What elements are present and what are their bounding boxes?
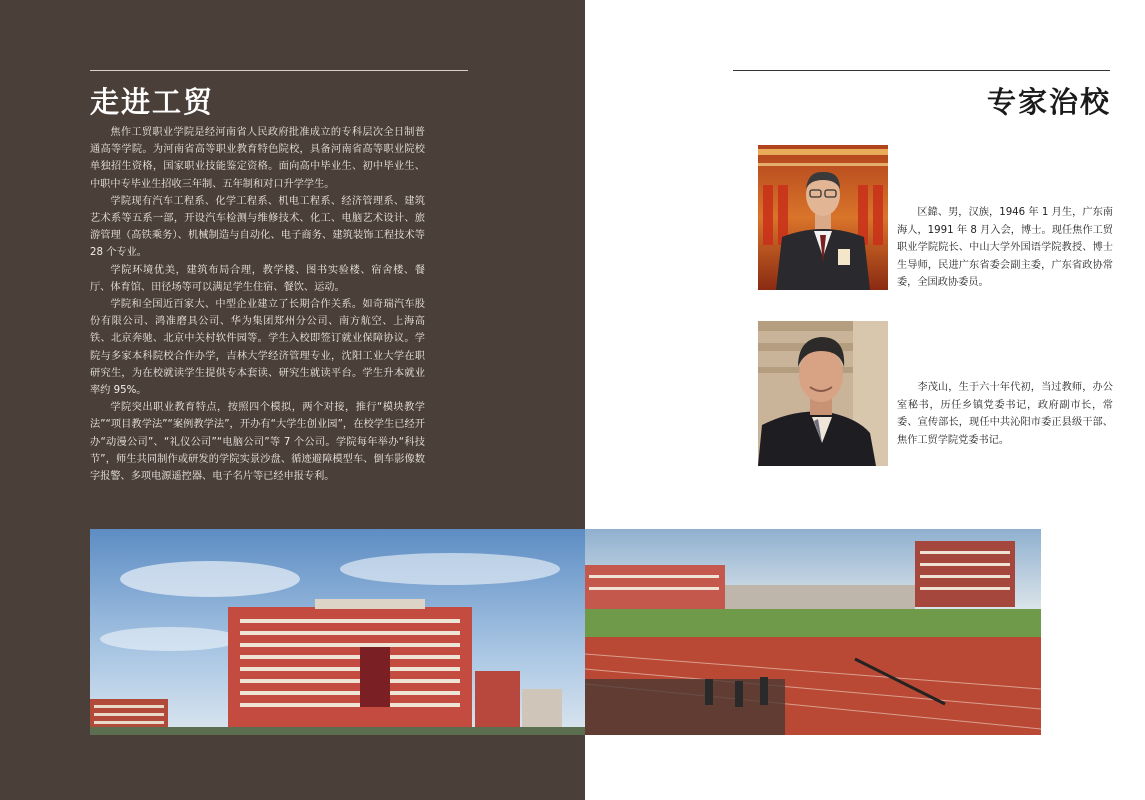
intro-paragraph: 学院突出职业教育特点，按照四个模拟，两个对接，推行“模块教学法”“项目教学法”“案例教学法”，开办有“大学生创业园”，在校学生已经开办“动漫公司”、“礼仪公司”“电脑公司”等 7 个公司。学院每年举办“科技节”，师生共同制作或研发的学院实景沙盘、循迹避障模型车、倒车影像数字报警、多项电源遥控器、电子名片等已经申报专利。 (90, 402, 425, 483)
campus-building-photo (90, 529, 585, 735)
intro-paragraph: 焦作工贸职业学院是经河南省人民政府批准成立的专科层次全日制普通高等学院。为河南省高等职业教育特色院校，具备河南省高等职业院校单独招生资格，国家职业技能鉴定资格。面向高中毕业生、初中毕业生、中职中专毕业生招收三年制、五年制和对口升学学生。 (90, 127, 425, 190)
intro-paragraph: 学院环境优美，建筑布局合理，教学楼、图书实验楼、宿舍楼、餐厅、体育馆、田径场等可以满足学生住宿、餐饮、运动。 (90, 264, 425, 293)
expert-bio-text: 李茂山，生于六十年代初，当过教师，办公室秘书，历任乡镇党委书记，政府副市长，常委、宣传部长，现任中共沁阳市委正县级干部、焦作工贸学院党委书记。 (897, 382, 1113, 446)
section-title-experts: 专家治校 (986, 85, 1111, 119)
expert-photo-2 (758, 321, 888, 466)
expert-bio-1 (897, 204, 1113, 292)
sports-field-photo (585, 529, 1041, 735)
expert-photo-1 (758, 145, 888, 290)
left-title-rule (90, 70, 468, 71)
intro-paragraph: 学院现有汽车工程系、化学工程系、机电工程系、经济管理系、建筑艺术系等五系一部，开设汽车检测与维修技术、化工、电脑艺术设计、旅游管理（高铁乘务）、机械制造与自动化、电子商务、建筑装饰工程技术等 28 个专业。 (90, 195, 425, 259)
expert-bio-2 (897, 379, 1113, 449)
section-title-about: 走进工贸 (90, 85, 215, 119)
intro-text (90, 124, 425, 485)
expert-bio-text: 区鍏、男，汉族，1946 年 1 月生，广东南海人，1991 年 8 月入会，博士。现任焦作工贸职业学院院长、中山大学外国语学院教授、博士生导师，民进广东省委会副主委，广东省政协常委，全国政协委员。 (897, 207, 1113, 288)
right-title-rule (733, 70, 1110, 71)
intro-paragraph: 学院和全国近百家大、中型企业建立了长期合作关系。如奇瑞汽车股份有限公司、鸿准磨具公司、华为集团郑州分公司、南方航空、上海高铁、北京奔驰、北京中关村软件园等。学生入校即签订就业保障协议。学院与多家本科院校合作办学，吉林大学经济管理专业，沈阳工业大学在职研究生，为在校就读学生提供专本套读、研究生就读平台。学生升本就业率约 95%。 (90, 299, 425, 397)
